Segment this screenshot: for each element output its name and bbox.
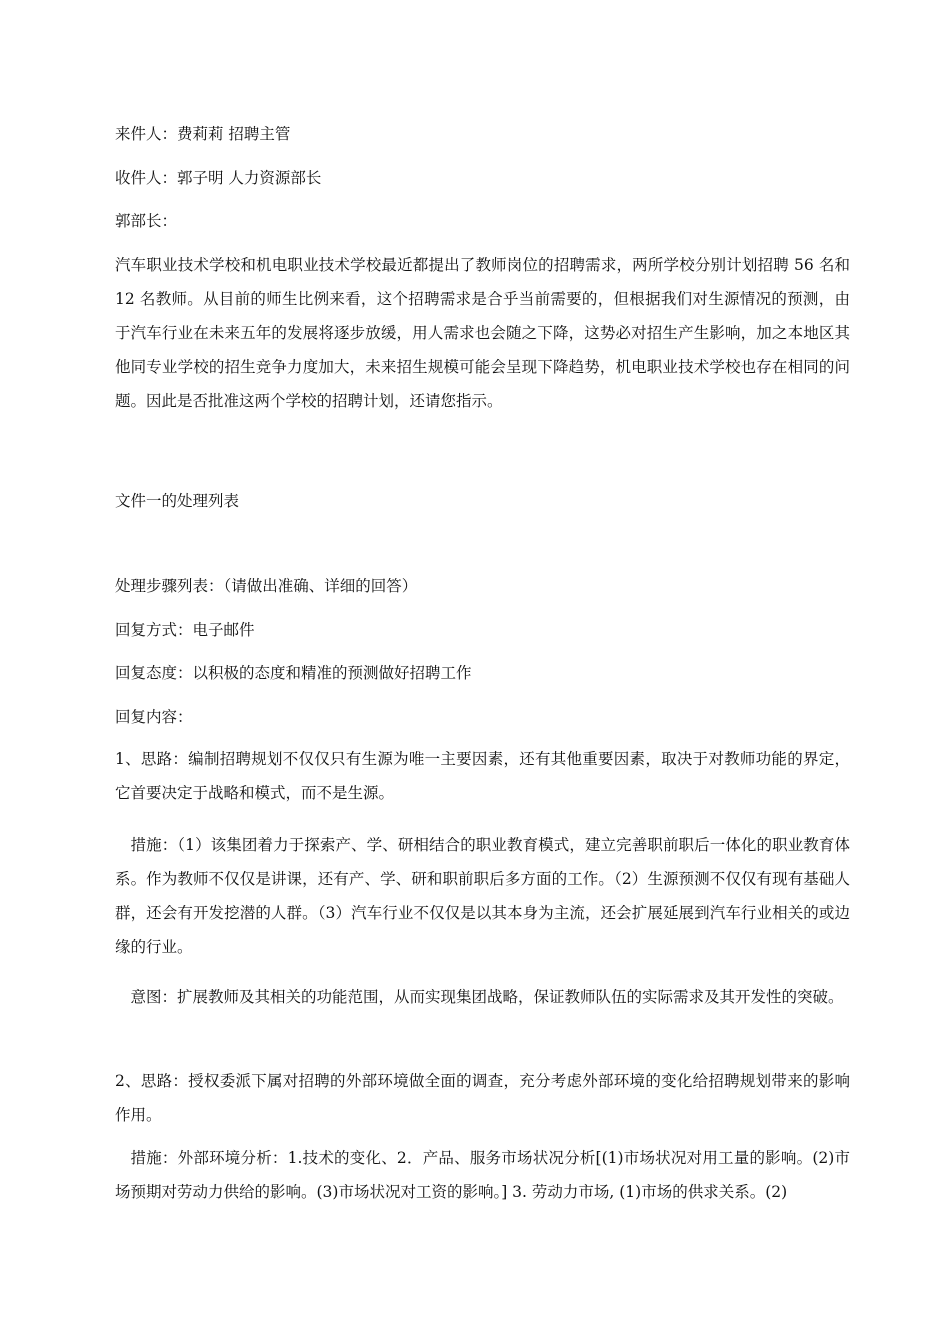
memo-salutation: 郭部长： <box>115 212 178 230</box>
memo-to: 收件人：郭子明 人力资源部长 <box>115 169 322 187</box>
item-2-thinking: 2、思路：授权委派下属对招聘的外部环境做全面的调查，充分考虑外部环境的变化给招聘规划带来的影响作用。 <box>115 1072 850 1124</box>
item-1-measures: 措施：（1）该集团着力于探索产、学、研相结合的职业教育模式，建立完善职前职后一体化的职业教育体系。作为教师不仅仅是讲课，还有产、学、研和职前职后多方面的工作。（2）生源预测不仅仅有现有基础人群，还会有开发挖潜的人群。（3）汽车行业不仅仅是以其本身为主流，还会扩展延展到汽车行业相关的或边缘的行业。 <box>115 836 850 956</box>
memo-from: 来件人：费莉莉 招聘主管 <box>115 125 291 143</box>
section-title: 文件一的处理列表 <box>115 492 240 510</box>
reply-attitude: 回复态度：以积极的态度和精准的预测做好招聘工作 <box>115 664 472 682</box>
item-2-measures: 措施：外部环境分析：1.技术的变化、2．产品、服务市场状况分析[(1)市场状况对用工量的影响。(2)市场预期对劳动力供给的影响。(3)市场状况对工资的影响。] 3. 劳动力市场, (1)市场的供求关系。(2) <box>115 1149 850 1201</box>
item-1-thinking: 1、思路：编制招聘规划不仅仅只有生源为唯一主要因素，还有其他重要因素，取决于对教师功能的界定，它首要决定于战略和模式，而不是生源。 <box>115 750 850 802</box>
memo-body: 汽车职业技术学校和机电职业技术学校最近都提出了教师岗位的招聘需求，两所学校分别计划招聘 56 名和 12 名教师。从目前的师生比例来看，这个招聘需求是合乎当前需要的，但根据我们对生源情况的预测，由于汽车行业在未来五年的发展将逐步放缓，用人需求也会随之下降，这势必对招生产生影响，加之本地区其他同专业学校的招生竞争力度加大，未来招生规模可能会呈现下降趋势，机电职业技术学校也存在相同的问题。因此是否批准这两个学校的招聘计划，还请您指示。 <box>115 256 850 410</box>
steps-label: 处理步骤列表：（请做出准确、详细的回答） <box>115 577 418 595</box>
reply-content-label: 回复内容： <box>115 708 193 726</box>
reply-method: 回复方式：电子邮件 <box>115 621 255 639</box>
item-1-intent: 意图：扩展教师及其相关的功能范围，从而实现集团战略，保证教师队伍的实际需求及其开发性的突破。 <box>130 988 844 1006</box>
